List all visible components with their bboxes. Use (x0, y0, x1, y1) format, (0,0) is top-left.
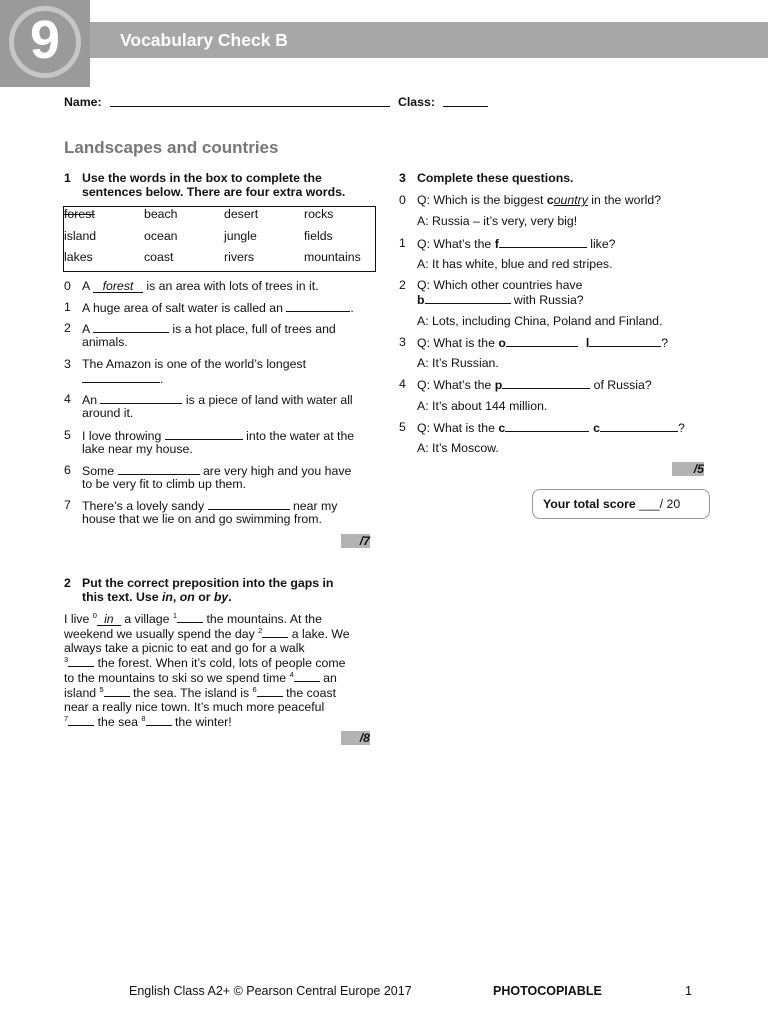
task2-line-1 (64, 611, 374, 626)
preposition-in: in (161, 590, 173, 604)
text: the forest. When it’s cold, lots of people come (97, 656, 346, 670)
text: ? (678, 421, 685, 435)
gap-number: 1 (172, 611, 178, 620)
task3-q2-answer: A: Lots, including China, Poland and Finland. (417, 314, 663, 328)
answer-blank[interactable] (589, 335, 661, 347)
task2-line-8 (64, 714, 374, 729)
word-box-item: island (64, 229, 97, 243)
name-label: Name: (64, 95, 102, 109)
answer-blank[interactable] (286, 300, 350, 312)
task1-instruction-line2: sentences below. There are four extra words. (82, 185, 346, 199)
item-text-line2: around it. (82, 406, 134, 420)
word-box-item: jungle (224, 229, 257, 243)
text: Q: What’s the (417, 237, 495, 251)
answer-blank[interactable] (177, 611, 203, 623)
text: in the world? (587, 193, 662, 207)
text: with Russia? (510, 293, 584, 307)
gap-number: 3 (64, 655, 69, 664)
text: like? (586, 237, 616, 251)
task2-line-2 (64, 626, 374, 641)
task3-score-box: /5 (672, 462, 704, 476)
task2-line-4 (64, 655, 374, 670)
item-text (82, 498, 337, 513)
task3-q2-question-line2 (417, 292, 584, 307)
preposition-on: on (179, 590, 195, 604)
item-text-line2: to be very fit to climb up them. (82, 477, 247, 491)
text: Q: Which is the biggest (417, 193, 547, 207)
task3-q5-answer: A: It’s Moscow. (417, 441, 499, 455)
item-number: 6 (64, 463, 71, 477)
text: an (323, 671, 337, 685)
text: island (64, 686, 100, 700)
word-box-item: mountains (304, 250, 361, 264)
answer-blank[interactable] (506, 335, 578, 347)
task1-instruction-line1: Use the words in the box to complete the (82, 171, 322, 185)
first-letter: o (498, 336, 506, 350)
text: weekend we usually spend the day (64, 627, 259, 641)
task2-line-6 (64, 685, 374, 700)
answer-blank[interactable] (68, 655, 94, 667)
task3-q5-question (417, 420, 685, 435)
item-text-end: near my (292, 499, 338, 513)
word-box-item: fields (304, 229, 333, 243)
item-text (82, 300, 354, 315)
task2-line-5 (64, 670, 374, 685)
text: Q: What’s the (417, 378, 495, 392)
text: the sea. The island is (133, 686, 253, 700)
unit-badge (0, 0, 90, 87)
answer-blank[interactable] (100, 392, 182, 404)
gap-number: 8 (141, 714, 146, 723)
task2-text (64, 611, 374, 729)
page-title: Vocabulary Check B (120, 30, 288, 50)
task2-instruction-line2 (82, 590, 232, 604)
task3-number: 3 (399, 171, 406, 185)
class-field[interactable] (443, 106, 488, 107)
first-letter: c (546, 193, 554, 207)
item-text: The Amazon is one of the world’s longest (82, 357, 306, 371)
text: to the mountains to ski so we spend time (64, 671, 290, 685)
task1-number: 1 (64, 171, 71, 185)
first-letter: f (494, 237, 499, 251)
answer-blank[interactable] (262, 626, 288, 638)
section-title: Landscapes and countries (64, 138, 279, 157)
answer-blank[interactable] (82, 371, 160, 383)
text: I live (64, 612, 93, 626)
gap-number: 6 (252, 685, 257, 694)
word-box-item: rocks (304, 207, 334, 221)
task3-q2-number: 2 (399, 278, 406, 292)
item-text-start: An (82, 393, 98, 407)
total-score-blank[interactable]: ___ (639, 497, 660, 511)
task3-q0-answer: A: Russia – it’s very, very big! (417, 214, 578, 228)
text: a village (124, 612, 173, 626)
answer-blank[interactable] (104, 685, 130, 697)
answer-text: ountry (553, 193, 588, 207)
task3-q4-number: 4 (399, 377, 406, 391)
text: the mountains. At the (206, 612, 322, 626)
answer-blank: in (97, 614, 121, 626)
text: ? (661, 336, 669, 350)
answer-blank[interactable] (68, 714, 94, 726)
item-number: 2 (64, 321, 71, 335)
text: of Russia? (590, 378, 652, 392)
total-score-max: / 20 (659, 497, 681, 511)
page-number: 1 (685, 984, 692, 998)
footer-photocopiable: PHOTOCOPIABLE (493, 984, 602, 998)
answer-blank[interactable] (425, 292, 511, 304)
text: Q: What is the (417, 336, 499, 350)
task2-score-box: /8 (341, 731, 370, 745)
total-score (543, 497, 680, 511)
answer-blank[interactable] (499, 236, 587, 248)
task2-instruction-line1: Put the correct preposition into the gaps in (82, 576, 334, 590)
item-text-end: into the water at the (246, 429, 355, 443)
item-text-line2: house that we lie on and go swimming from. (82, 512, 322, 526)
first-letter: c (498, 421, 506, 435)
item-text-line2 (82, 371, 163, 386)
text: the winter! (174, 715, 232, 729)
answer-blank[interactable] (505, 420, 589, 432)
item-number: 5 (64, 428, 71, 442)
task2-number: 2 (64, 576, 71, 590)
item-text (82, 279, 319, 293)
task3-instruction: Complete these questions. (417, 171, 574, 185)
first-letter: p (494, 378, 503, 392)
instruction-text: . (228, 590, 232, 604)
class-label: Class: (398, 95, 435, 109)
name-field[interactable] (110, 106, 390, 107)
word-box-item: beach (144, 207, 178, 221)
item-text-end: is a hot place, full of trees and (172, 322, 336, 336)
gap-number: 7 (64, 714, 69, 723)
item-text (82, 392, 353, 407)
item-text-line2: animals. (82, 335, 128, 349)
gap-number: 2 (258, 626, 263, 635)
task3-q1-question (417, 236, 616, 251)
word-box-item: forest (64, 207, 95, 221)
total-score-label: Your total score (543, 497, 636, 511)
word-box (63, 206, 376, 272)
task3-q0-question (417, 193, 661, 207)
item-text-start: A (82, 279, 90, 293)
total-score-box (532, 489, 710, 519)
word-box-item: ocean (144, 229, 178, 243)
first-letter: c (593, 421, 601, 435)
answer-blank[interactable] (208, 498, 290, 510)
gap-number: 4 (289, 670, 294, 679)
answer-blank[interactable] (93, 321, 169, 333)
item-number: 3 (64, 357, 71, 371)
task1-score-box: /7 (341, 534, 370, 548)
item-number: 7 (64, 498, 71, 512)
item-text (82, 428, 354, 443)
answer-blank[interactable] (146, 714, 172, 726)
item-text-start: A (82, 322, 90, 336)
task3-q3-answer: A: It’s Russian. (417, 356, 499, 370)
item-number: 0 (64, 279, 71, 293)
instruction-text: or (194, 590, 214, 604)
task2-line-7: near a really nice town. It’s much more peaceful (64, 700, 325, 714)
first-letter: l (585, 336, 590, 350)
word-box-item: desert (224, 207, 259, 221)
answer-blank[interactable] (600, 420, 678, 432)
item-text (82, 463, 351, 478)
item-text-start: There’s a lovely sandy (82, 499, 205, 513)
preposition-by: by (213, 590, 229, 604)
item-text-end: . (160, 372, 164, 386)
task3-q1-answer: A: It has white, blue and red stripes. (417, 257, 613, 271)
task2-line-3: always take a picnic to eat and go for a walk (64, 641, 305, 655)
item-text-end: is an area with lots of trees in it. (146, 279, 319, 293)
task3-q3-question (417, 335, 668, 350)
item-text-end: is a piece of land with water all (185, 393, 353, 407)
item-text (82, 321, 336, 336)
answer-blank: forest (93, 281, 143, 293)
task3-q3-number: 3 (399, 335, 406, 349)
footer-copyright: English Class A2+ © Pearson Central Europe 2017 (129, 984, 412, 998)
text: a lake. We (291, 627, 350, 641)
unit-number: 9 (29, 10, 61, 70)
gap-number: 5 (99, 685, 104, 694)
text: Q: What is the (417, 421, 499, 435)
answer-blank[interactable] (118, 463, 200, 475)
task3-q5-number: 5 (399, 420, 406, 434)
gap-number: 0 (92, 611, 97, 620)
item-text-start: I love throwing (82, 429, 162, 443)
instruction-text: this text. Use (82, 590, 162, 604)
text: the coast (286, 686, 337, 700)
item-text-end: are very high and you have (202, 464, 352, 478)
answer-blank[interactable] (294, 670, 320, 682)
item-text-line2: lake near my house. (82, 442, 193, 456)
task3-q0-number: 0 (399, 193, 406, 207)
task3-q4-question (417, 377, 652, 392)
item-text-start: Some (82, 464, 115, 478)
item-text-start: A huge area of salt water is called an (82, 301, 283, 315)
word-box-item: rivers (224, 250, 255, 264)
first-letter: b (417, 293, 425, 307)
item-number: 4 (64, 392, 71, 406)
task1-heading (64, 171, 71, 185)
text: the sea (97, 715, 142, 729)
item-number: 1 (64, 300, 71, 314)
answer-blank[interactable] (165, 428, 243, 440)
item-text-end: . (350, 301, 354, 315)
word-box-item: coast (144, 250, 174, 264)
instruction-text: , (172, 590, 180, 604)
word-box-item: lakes (64, 250, 93, 264)
task3-q2-question: Q: Which other countries have (417, 278, 583, 292)
answer-blank[interactable] (257, 685, 283, 697)
answer-blank[interactable] (502, 377, 590, 389)
task3-q4-answer: A: It’s about 144 million. (417, 399, 548, 413)
task3-q1-number: 1 (399, 236, 406, 250)
